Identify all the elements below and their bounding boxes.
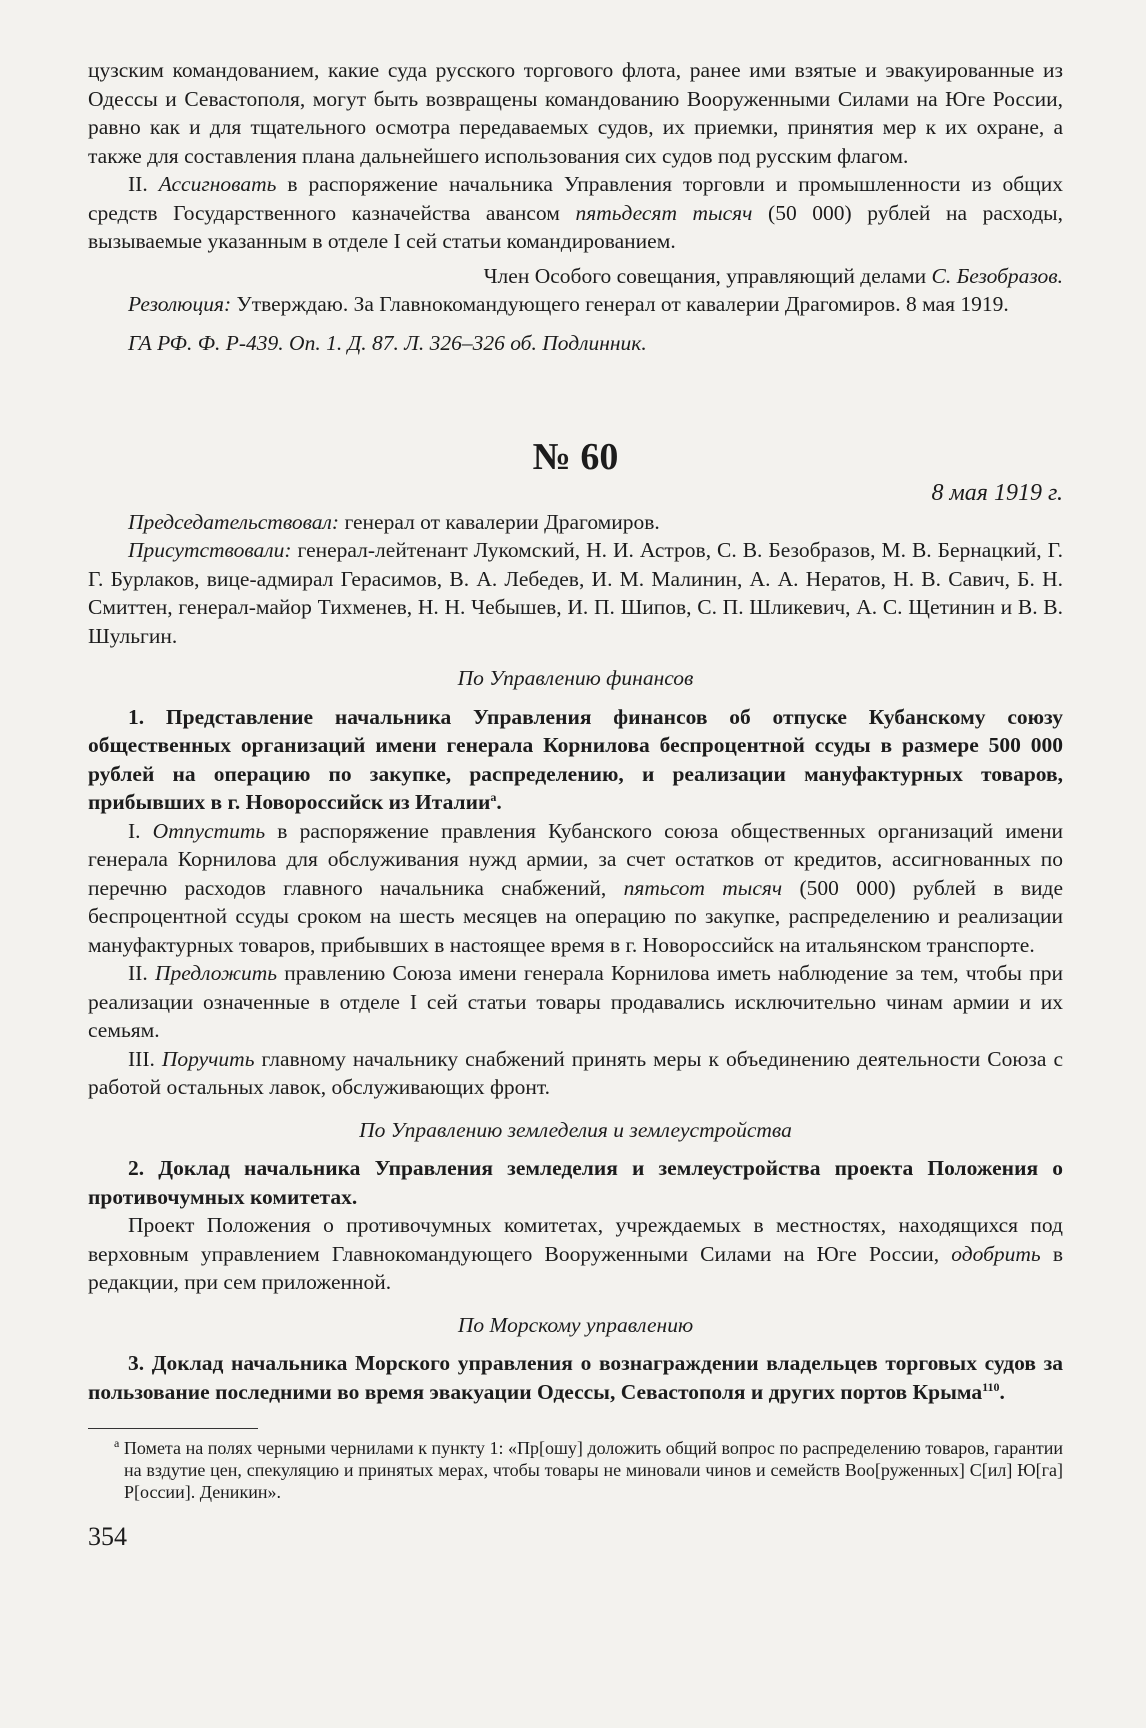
footnote-divider xyxy=(88,1428,258,1429)
signature-name: С. Безобразов. xyxy=(931,263,1063,288)
item-1-paragraph-1: I. Отпустить в распоряжение правления Кубанского союза общественных организаций имени генерала Корнилова для обслуживания нужд армии, за счет остатков от кредитов, ассигнованных по перечню расходов главного начальника снабжений, пятьсот тысяч (500 000) рублей в виде беспроцентной ссуды сроком на шесть месяцев на операцию по закупке, распределению и реализации мануфактурных товаров, прибывших в настоящее время в г. Новороссийск на итальянском транспорте. xyxy=(88,818,1063,957)
signature-line: Член Особого совещания, управляющий делами С. Безобразов. xyxy=(483,263,1063,288)
page-number: 354 xyxy=(88,1522,127,1551)
footnote: $^а$ Помета на полях черными чернилами к пункту 1: «Пр[ошу] доложить общий вопрос по распределению товаров, гарантии на вздутие цен, спекуляцию и принятых мерах, чтобы товары не миновали чинов и семейств Воо[руженных] С[ил] Ю[га] Р[оссии]. Деникин». xyxy=(114,1436,1063,1502)
document-number: № 60 xyxy=(532,436,619,478)
archive-source: ГА РФ. Ф. Р-439. Оп. 1. Д. 87. Л. 326–326 об. Подлинник. xyxy=(128,330,647,355)
attendees: Присутствовали: генерал-лейтенант Лукомский, Н. И. Астров, С. В. Безобразов, М. В. Бернацкий, Г. Г. Бурлаков, вице-адмирал Герасимов, В. А. Лебедев, И. М. Малинин, А. А. Нератов, Н. В. Савич, Б. Н. Смиттен, генерал-майор Тихменев, Н. Н. Чебышев, И. П. Шипов, С. П. Шликевич, А. С. Щетинин и В. В. Шульгин. xyxy=(88,538,1063,648)
amount-words: пятьдесят тысяч xyxy=(575,200,753,225)
endnote-ref: 110 xyxy=(982,1379,1000,1394)
section-heading-agriculture: По Управлению земледелия и землеустройства xyxy=(359,1117,792,1142)
section-heading-finance: По Управлению финансов xyxy=(457,666,694,690)
document-date: 8 мая 1919 г. xyxy=(931,480,1063,506)
item-1-paragraph-3: III. Поручить главному начальнику снабжений принять меры к объединению деятельности Союза с работой остальных лавок, обслуживающих фронт. xyxy=(88,1046,1063,1099)
paragraph-continuation: цузским командованием, какие суда русского торгового флота, ранее ими взятые и эвакуированные из Одессы и Севастополя, могут быть возвращены командованию Вооруженными Силами на Юге России, равно как и для тщательного осмотра передаваемых судов, их приемки, принятия мер к их охране, а также для составления плана дальнейшего использования сих судов под русским флагом. xyxy=(88,58,1063,168)
item-2-paragraph: Проект Положения о противочумных комитетах, учреждаемых в местностях, находящихся под верховным управлением Главнокомандующего Вооруженными Силами на Юге России, одобрить в редакции, при сем приложенной. xyxy=(88,1213,1063,1294)
item-2-title: 2. Доклад начальника Управления земледелия и землеустройства проекта Положения о противочумных комитетах. xyxy=(88,1156,1063,1209)
resolution-label: Резолюция: xyxy=(128,292,232,316)
resolution: Резолюция: Утверждаю. За Главнокомандующего генерал от кавалерии Драгомиров. 8 мая 1919. xyxy=(128,292,1009,316)
section-heading-navy: По Морскому управлению xyxy=(457,1312,694,1337)
item-1-title: 1. Представление начальника Управления финансов об отпуске Кубанскому союзу общественных организаций имени генерала Корнилова беспроцентной ссуды в размере 500 000 рублей на операцию по закупке, распределению, и реализации мануфактурных товаров, прибывших в г. Новороссийск из Италии$^а$. xyxy=(88,704,1063,814)
paragraph-allocation: II. Ассигновать в распоряжение начальника Управления торговли и промышленности из общих средств Государственного казначейства авансом пятьдесят тысяч (50 000) рублей на расходы, вызываемые указанным в отделе I сей статьи командированием. xyxy=(88,172,1063,253)
verb-allocate: Ассигновать xyxy=(158,172,277,196)
footnote-ref: а xyxy=(490,789,497,804)
document-page xyxy=(88,56,1063,1552)
item-3-title: 3. Доклад начальника Морского управления о вознаграждении владельцев торговых судов за пользование последними во время эвакуации Одессы, Севастополя и других портов Крыма$^{110}$. xyxy=(88,1351,1063,1404)
item-1-paragraph-2: II. Предложить правлению Союза имени генерала Корнилова иметь наблюдение за тем, чтобы при реализации означенные в отделе I сей статьи товары продавались исключительно чинам армии и их семьям. xyxy=(88,961,1063,1042)
chaired-by: Председательствовал: генерал от кавалерии Драгомиров. xyxy=(128,509,660,534)
